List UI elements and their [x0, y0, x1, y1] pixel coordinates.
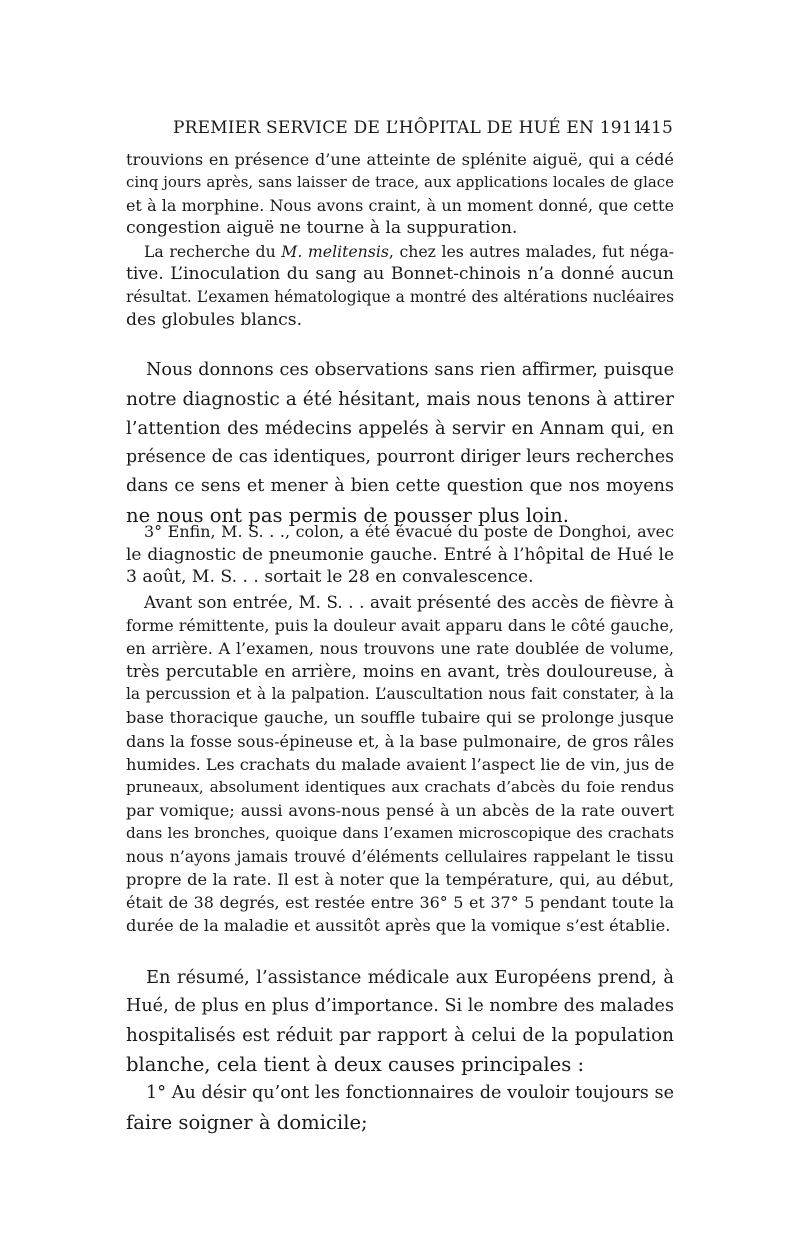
- text-line: dans la fosse sous-épineuse et, à la base pulmonaire, de gros râles: [126, 731, 674, 751]
- text-line: En résumé, l’assistance médicale aux Européens prend, à: [146, 967, 674, 988]
- text-line: nous n’ayons jamais trouvé d’éléments cellulaires rappelant le tissu: [126, 847, 674, 867]
- text-line: pruneaux, absolument identiques aux crachats d’abcès du foie rendus: [126, 777, 674, 796]
- text-line: très percutable en arrière, moins en avant, très douloureuse, à: [126, 661, 674, 682]
- species-name: M. melitensis: [281, 242, 389, 261]
- text-line: cinq jours après, sans laisser de trace, aux applications locales de glace: [126, 173, 674, 192]
- text-line: notre diagnostic a été hésitant, mais nous tenons à attirer: [126, 389, 674, 410]
- paragraph-summary: [126, 963, 674, 1079]
- text-line: congestion aiguë ne tourne à la suppuration.: [126, 218, 518, 239]
- text-line: propre de la rate. Il est à noter que la température, qui, au début,: [126, 870, 674, 890]
- text-line: résultat. L’examen hématologique a montré des altérations nucléaires: [126, 288, 674, 307]
- running-title: PREMIER SERVICE DE L’HÔPITAL DE HUÉ EN 1911.: [173, 118, 650, 138]
- text-run: La recherche du: [144, 242, 282, 261]
- paragraph-observations: [126, 356, 674, 530]
- paragraph-cause-one: [126, 1079, 674, 1137]
- text-line: hospitalisés est réduit par rapport à celui de la population: [126, 1025, 674, 1046]
- paragraph-clinical-history: [126, 591, 674, 937]
- text-run: , chez les autres malades, fut néga-: [388, 242, 674, 261]
- text-line: 3° Enfin, M. S. . ., colon, a été évacué du poste de Donghoi, avec: [144, 522, 674, 541]
- page-number: 415: [639, 118, 673, 138]
- text-line: était de 38 degrés, est restée entre 36° 5 et 37° 5 pendant toute la: [126, 893, 674, 913]
- text-line: l’attention des médecins appelés à servir en Annam qui, en: [126, 418, 674, 439]
- text-line: humides. Les crachats du malade avaient l’aspect lie de vin, jus de: [126, 754, 675, 774]
- text-line: ne nous ont pas permis de pousser plus loin.: [126, 504, 569, 527]
- paragraph-case-three: [126, 520, 674, 589]
- text-line: durée de la maladie et aussitôt après que la vomique s’est établie.: [126, 916, 671, 936]
- text-line: base thoracique gauche, un souffle tubaire qui se prolonge jusque: [126, 708, 674, 728]
- text-line: des globules blancs.: [126, 310, 303, 331]
- paragraph-splenite: [126, 148, 674, 240]
- text-line: le diagnostic de pneumonie gauche. Entré à l’hôpital de Hué le: [126, 544, 674, 565]
- text-line: 1° Au désir qu’ont les fonctionnaires de vouloir toujours se: [146, 1083, 674, 1103]
- text-line: Avant son entrée, M. S. . . avait présenté des accès de fièvre à: [144, 592, 674, 612]
- text-line: Hué, de plus en plus d’importance. Si le nombre des malades: [126, 996, 674, 1016]
- text-line: en arrière. A l’examen, nous trouvons une rate doublée de volume,: [126, 639, 674, 659]
- text-line: tive. L’inoculation du sang au Bonnet-chinois n’a donné aucun: [126, 264, 674, 285]
- text-line: dans les bronches, quoique dans l’examen microscopique des crachats: [126, 823, 674, 842]
- text-line: 3 août, M. S. . . sortait le 28 en convalescence.: [126, 567, 534, 588]
- paragraph-melitensis: [126, 240, 674, 332]
- text-line: par vomique; aussi avons-nous pensé à un abcès de la rate ouvert: [126, 800, 674, 820]
- text-line: [126, 240, 674, 263]
- text-line: blanche, cela tient à deux causes principales :: [126, 1053, 585, 1076]
- text-line: la percussion et à la palpation. L’auscultation nous fait constater, à la: [126, 685, 674, 704]
- text-line: faire soigner à domicile;: [126, 1111, 368, 1134]
- text-line: forme rémittente, puis la douleur avait apparu dans le côté gauche,: [126, 616, 674, 636]
- text-line: trouvions en présence d’une atteinte de splénite aiguë, qui a cédé: [126, 150, 674, 169]
- text-line: dans ce sens et mener à bien cette question que nos moyens: [126, 476, 674, 496]
- text-line: et à la morphine. Nous avons craint, à un moment donné, que cette: [126, 196, 674, 216]
- running-header: [173, 118, 673, 138]
- text-line: Nous donnons ces observations sans rien affirmer, puisque: [146, 360, 674, 380]
- text-line: présence de cas identiques, pourront diriger leurs recherches: [126, 447, 674, 467]
